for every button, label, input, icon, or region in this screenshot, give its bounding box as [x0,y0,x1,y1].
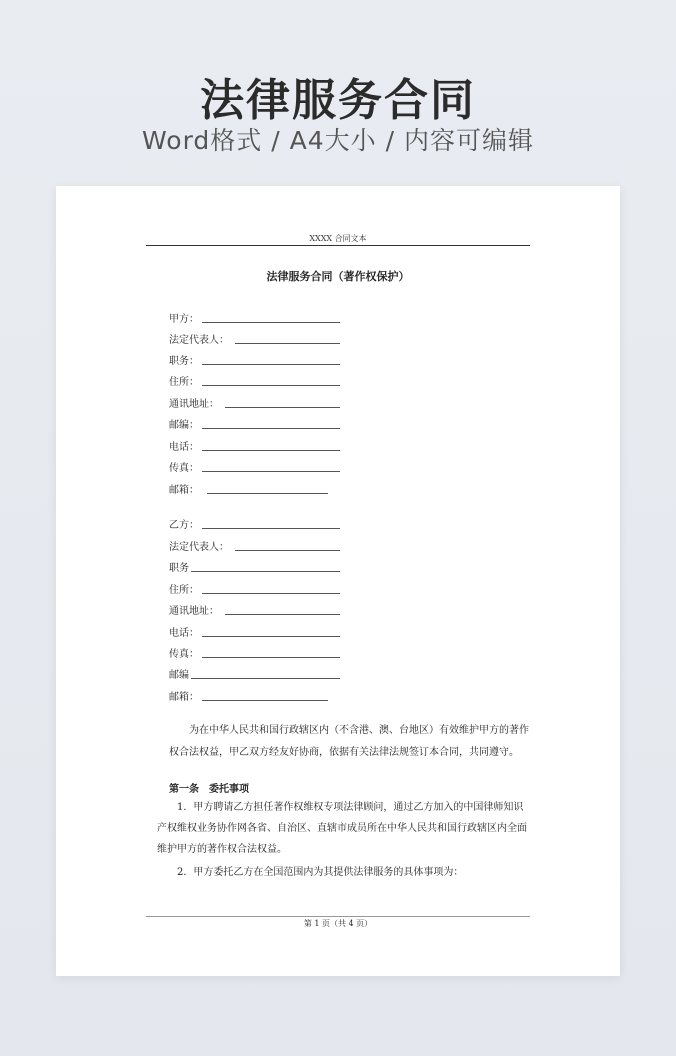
fill-line[interactable] [235,550,340,551]
fill-line[interactable] [202,593,340,594]
document-title: 法律服务合同（著作权保护） [266,270,410,283]
fill-line[interactable] [202,428,340,429]
field-label: 住所： [169,377,199,388]
field-label: 邮编： [169,420,199,431]
fill-line[interactable] [225,614,340,615]
field-label: 传真： [169,463,199,474]
document-page [56,186,620,976]
field-label: 传真： [169,649,199,660]
page-footer: 第 1 页（共 4 页） [303,919,373,928]
fill-line[interactable] [191,571,340,572]
field-label: 甲方： [169,314,199,325]
field-label: 通讯地址： [169,399,219,410]
section-1-item: 1．甲方聘请乙方担任著作权维权专项法律顾问，通过乙方加入的中国律师知识产权维权业务协作网各省、自治区、直辖市成员所在中华人民共和国行政辖区内全面维护甲方的著作权合法权益。 [157,802,527,855]
field-label: 电话： [169,442,199,453]
fill-line[interactable] [202,450,340,451]
field-label: 职务： [169,356,199,367]
fill-line[interactable] [207,493,328,494]
field-label: 邮箱： [169,692,199,703]
fill-line[interactable] [202,385,340,386]
field-label: 职务 [169,563,189,574]
field-label: 通讯地址： [169,606,219,617]
section-1-item: 2．甲方委托乙方在全国范围内为其提供法律服务的具体事项为： [177,867,464,878]
fill-line[interactable] [191,678,340,679]
fill-line[interactable] [202,364,340,365]
fill-line[interactable] [202,636,340,637]
field-label: 法定代表人： [169,542,229,553]
intro-paragraph: 为在中华人民共和国行政辖区内（不含港、澳、台地区）有效维护甲方的著作权合法权益，甲乙双方经友好协商，依据有关法律法规签订本合同，共同遵守。 [169,725,529,758]
fill-line[interactable] [225,407,340,408]
field-label: 电话： [169,628,199,639]
field-label: 住所： [169,585,199,596]
fill-line[interactable] [202,700,328,701]
fill-line[interactable] [202,471,340,472]
footer-divider [146,916,530,917]
field-label: 邮编 [169,670,189,681]
fill-line[interactable] [202,657,340,658]
fill-line[interactable] [235,343,340,344]
field-label: 法定代表人： [169,335,229,346]
fill-line[interactable] [202,322,340,323]
section-1-title: 第一条 委托事项 [169,784,249,795]
banner-title: 法律服务合同 [200,75,476,126]
fill-line[interactable] [202,528,340,529]
document-header: XXXX 合同文本 [309,234,367,243]
header-divider [146,245,530,246]
banner-subtitle: Word格式 / A4大小 / 内容可编辑 [142,126,534,155]
field-label: 邮箱： [169,485,199,496]
field-label: 乙方： [169,520,199,531]
